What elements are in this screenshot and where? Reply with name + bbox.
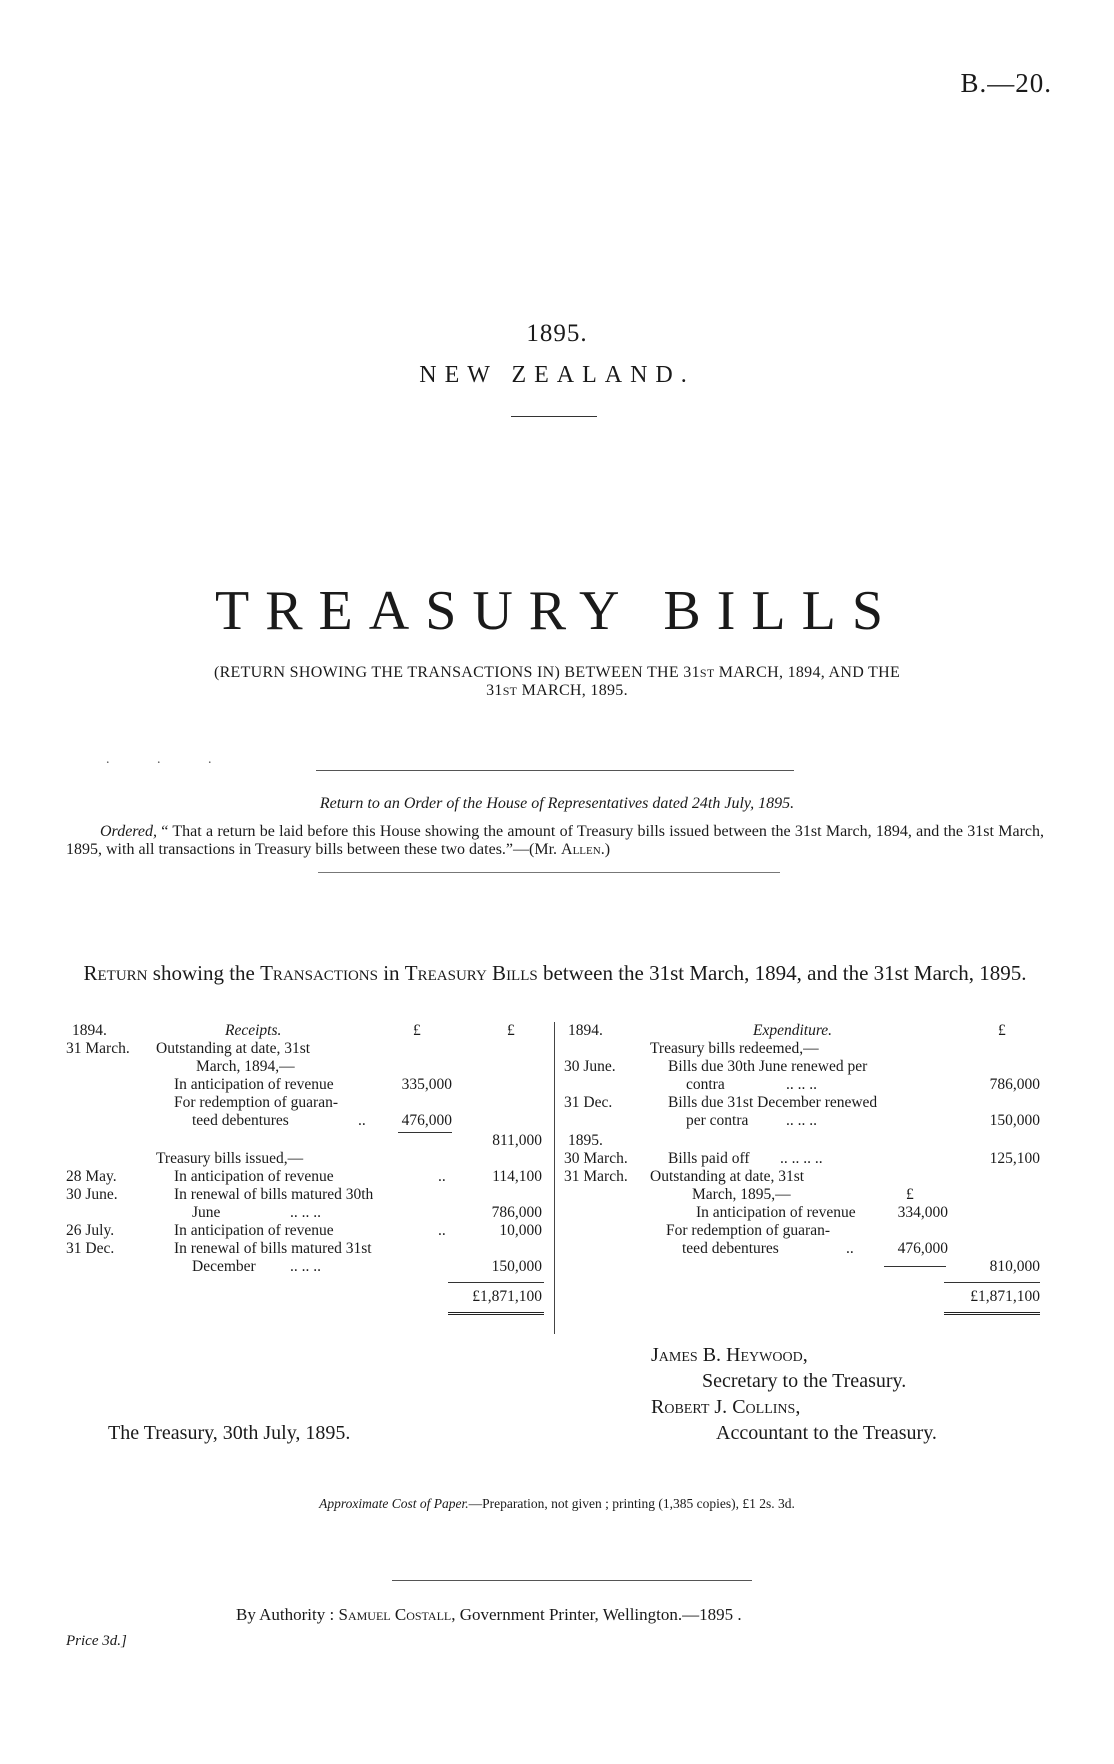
pound-sign: £ [906,1186,914,1203]
order-heading: Return to an Order of the House of Representatives dated 24th July, 1895. [319,795,795,812]
cost-note: Approximate Cost of Paper.—Preparation, not given ; printing (1,385 copies), £1 2s. 3d. [319,1496,795,1511]
sum-rule [944,1282,1040,1283]
column-separator [554,1022,555,1334]
entry-date: 26 July. [66,1222,115,1239]
entry-text: Outstanding at date, 31st [156,1040,311,1057]
expenditure-grand-total: £1,871,100 [970,1288,1040,1305]
entry-text: In anticipation of revenue [174,1168,334,1185]
pound-sign: £ [998,1022,1006,1039]
entry-text: In renewal of bills matured 30th [174,1186,374,1203]
entry-text: In renewal of bills matured 31st [174,1240,372,1257]
entry-amount: 476,000 [897,1240,948,1257]
entry-amount: 114,100 [492,1168,542,1185]
entry-text: Treasury bills issued,— [156,1150,304,1167]
pound-sign: £ [507,1022,515,1039]
signatory-title: Secretary to the Treasury. [702,1370,907,1392]
return-heading: Return showing the Transactions in Treasury Bills between the 31st March, 1894, and the 31st March, 1895. [83,961,1027,985]
signatory-name: James B. Heywood, [651,1344,808,1366]
entry-amount: 150,000 [491,1258,542,1275]
divider [511,416,597,417]
entry-date: 30 June. [564,1058,616,1075]
leader-dots: .. .. .. [786,1112,817,1129]
sum-rule [884,1266,946,1267]
entry-amount: 125,100 [989,1150,1040,1167]
entry-year: 1895. [568,1132,603,1149]
leader-dots: .. [846,1240,854,1257]
entry-date: 31 Dec. [564,1094,613,1111]
sum-rule [448,1282,544,1283]
entry-text: Treasury bills redeemed,— [650,1040,819,1057]
entry-text: teed debentures [682,1240,779,1257]
entry-amount: 476,000 [401,1112,452,1129]
entry-text: In anticipation of revenue [696,1204,856,1221]
entry-text: Bills due 30th June renewed per [668,1058,868,1075]
entry-text: Bills paid off [668,1150,750,1167]
leader-dots: .. [438,1222,446,1239]
publication-year: 1895. [526,320,588,347]
document-title: TREASURY BILLS [215,580,899,642]
entry-text: For redemption of guaran- [666,1222,830,1239]
signatory-title: Accountant to the Treasury. [716,1422,937,1444]
country-name: NEW ZEALAND. [419,362,695,388]
entry-text: December [192,1258,256,1275]
leader-dots: .. .. .. [290,1204,321,1221]
double-rule [944,1312,1040,1315]
order-text: Ordered, “ That a return be laid before this House showing the amount of Treasury bills issued between the 31st March, 1894, and the 31st March, 1895, with all transactions in Treasury bills between these two dates.”—(Mr. Allen.) [66,823,1044,858]
leader-dots: .. .. .. .. [780,1150,823,1167]
entry-date: 30 March. [564,1150,628,1167]
entry-amount: 335,000 [401,1076,452,1093]
printer-imprint: By Authority : Samuel Costall, Government Printer, Wellington.—1895 . [236,1605,742,1624]
entry-text: Outstanding at date, 31st [650,1168,805,1185]
leader-dots: .. .. .. [290,1258,321,1275]
divider [392,1580,752,1581]
entry-date: 31 March. [564,1168,628,1185]
divider [316,770,794,771]
subtotal-amount: 811,000 [492,1132,542,1149]
price-note: Price 3d.] [66,1633,127,1649]
document-subtitle: (RETURN SHOWING THE TRANSACTIONS IN) BETWEEN THE 31ST MARCH, 1894, AND THE 31ST MARCH, 1895. [213,664,901,699]
entry-amount: 334,000 [897,1204,948,1221]
entry-amount: 786,000 [989,1076,1040,1093]
entry-amount: 786,000 [491,1204,542,1221]
entry-amount: 150,000 [989,1112,1040,1129]
leader-dots: .. [438,1168,446,1185]
document-reference: B.—20. [960,68,1052,98]
entry-text: In anticipation of revenue [174,1222,334,1239]
expenditure-year: 1894. [568,1022,603,1039]
place-date: The Treasury, 30th July, 1895. [108,1422,351,1444]
entry-text: Bills due 31st December renewed [668,1094,878,1111]
entry-text: For redemption of guaran- [174,1094,338,1111]
receipts-year: 1894. [72,1022,107,1039]
receipts-grand-total: £1,871,100 [472,1288,542,1305]
leader-dots: .. [358,1112,366,1129]
entry-amount: 10,000 [499,1222,542,1239]
entry-text: In anticipation of revenue [174,1076,334,1093]
entry-date: 31 March. [66,1040,130,1057]
entry-date: 30 June. [66,1186,118,1203]
entry-text: March, 1895,— [692,1186,791,1203]
decorative-dots: . . . [106,752,234,767]
entry-date: 31 Dec. [66,1240,115,1257]
entry-date: 28 May. [66,1168,117,1185]
sum-rule [398,1132,452,1133]
expenditure-heading: Expenditure. [753,1022,833,1039]
entry-text: March, 1894,— [196,1058,295,1075]
double-rule [448,1312,544,1315]
signatory-name: Robert J. Collins, [651,1396,801,1418]
entry-text: per contra [686,1112,749,1129]
entry-text: June [192,1204,221,1221]
divider [318,872,780,873]
receipts-heading: Receipts. [225,1022,282,1039]
subtotal-amount: 810,000 [989,1258,1040,1275]
pound-sign: £ [413,1022,421,1039]
leader-dots: .. .. .. [786,1076,817,1093]
entry-text: contra [686,1076,725,1093]
entry-text: teed debentures [192,1112,289,1129]
